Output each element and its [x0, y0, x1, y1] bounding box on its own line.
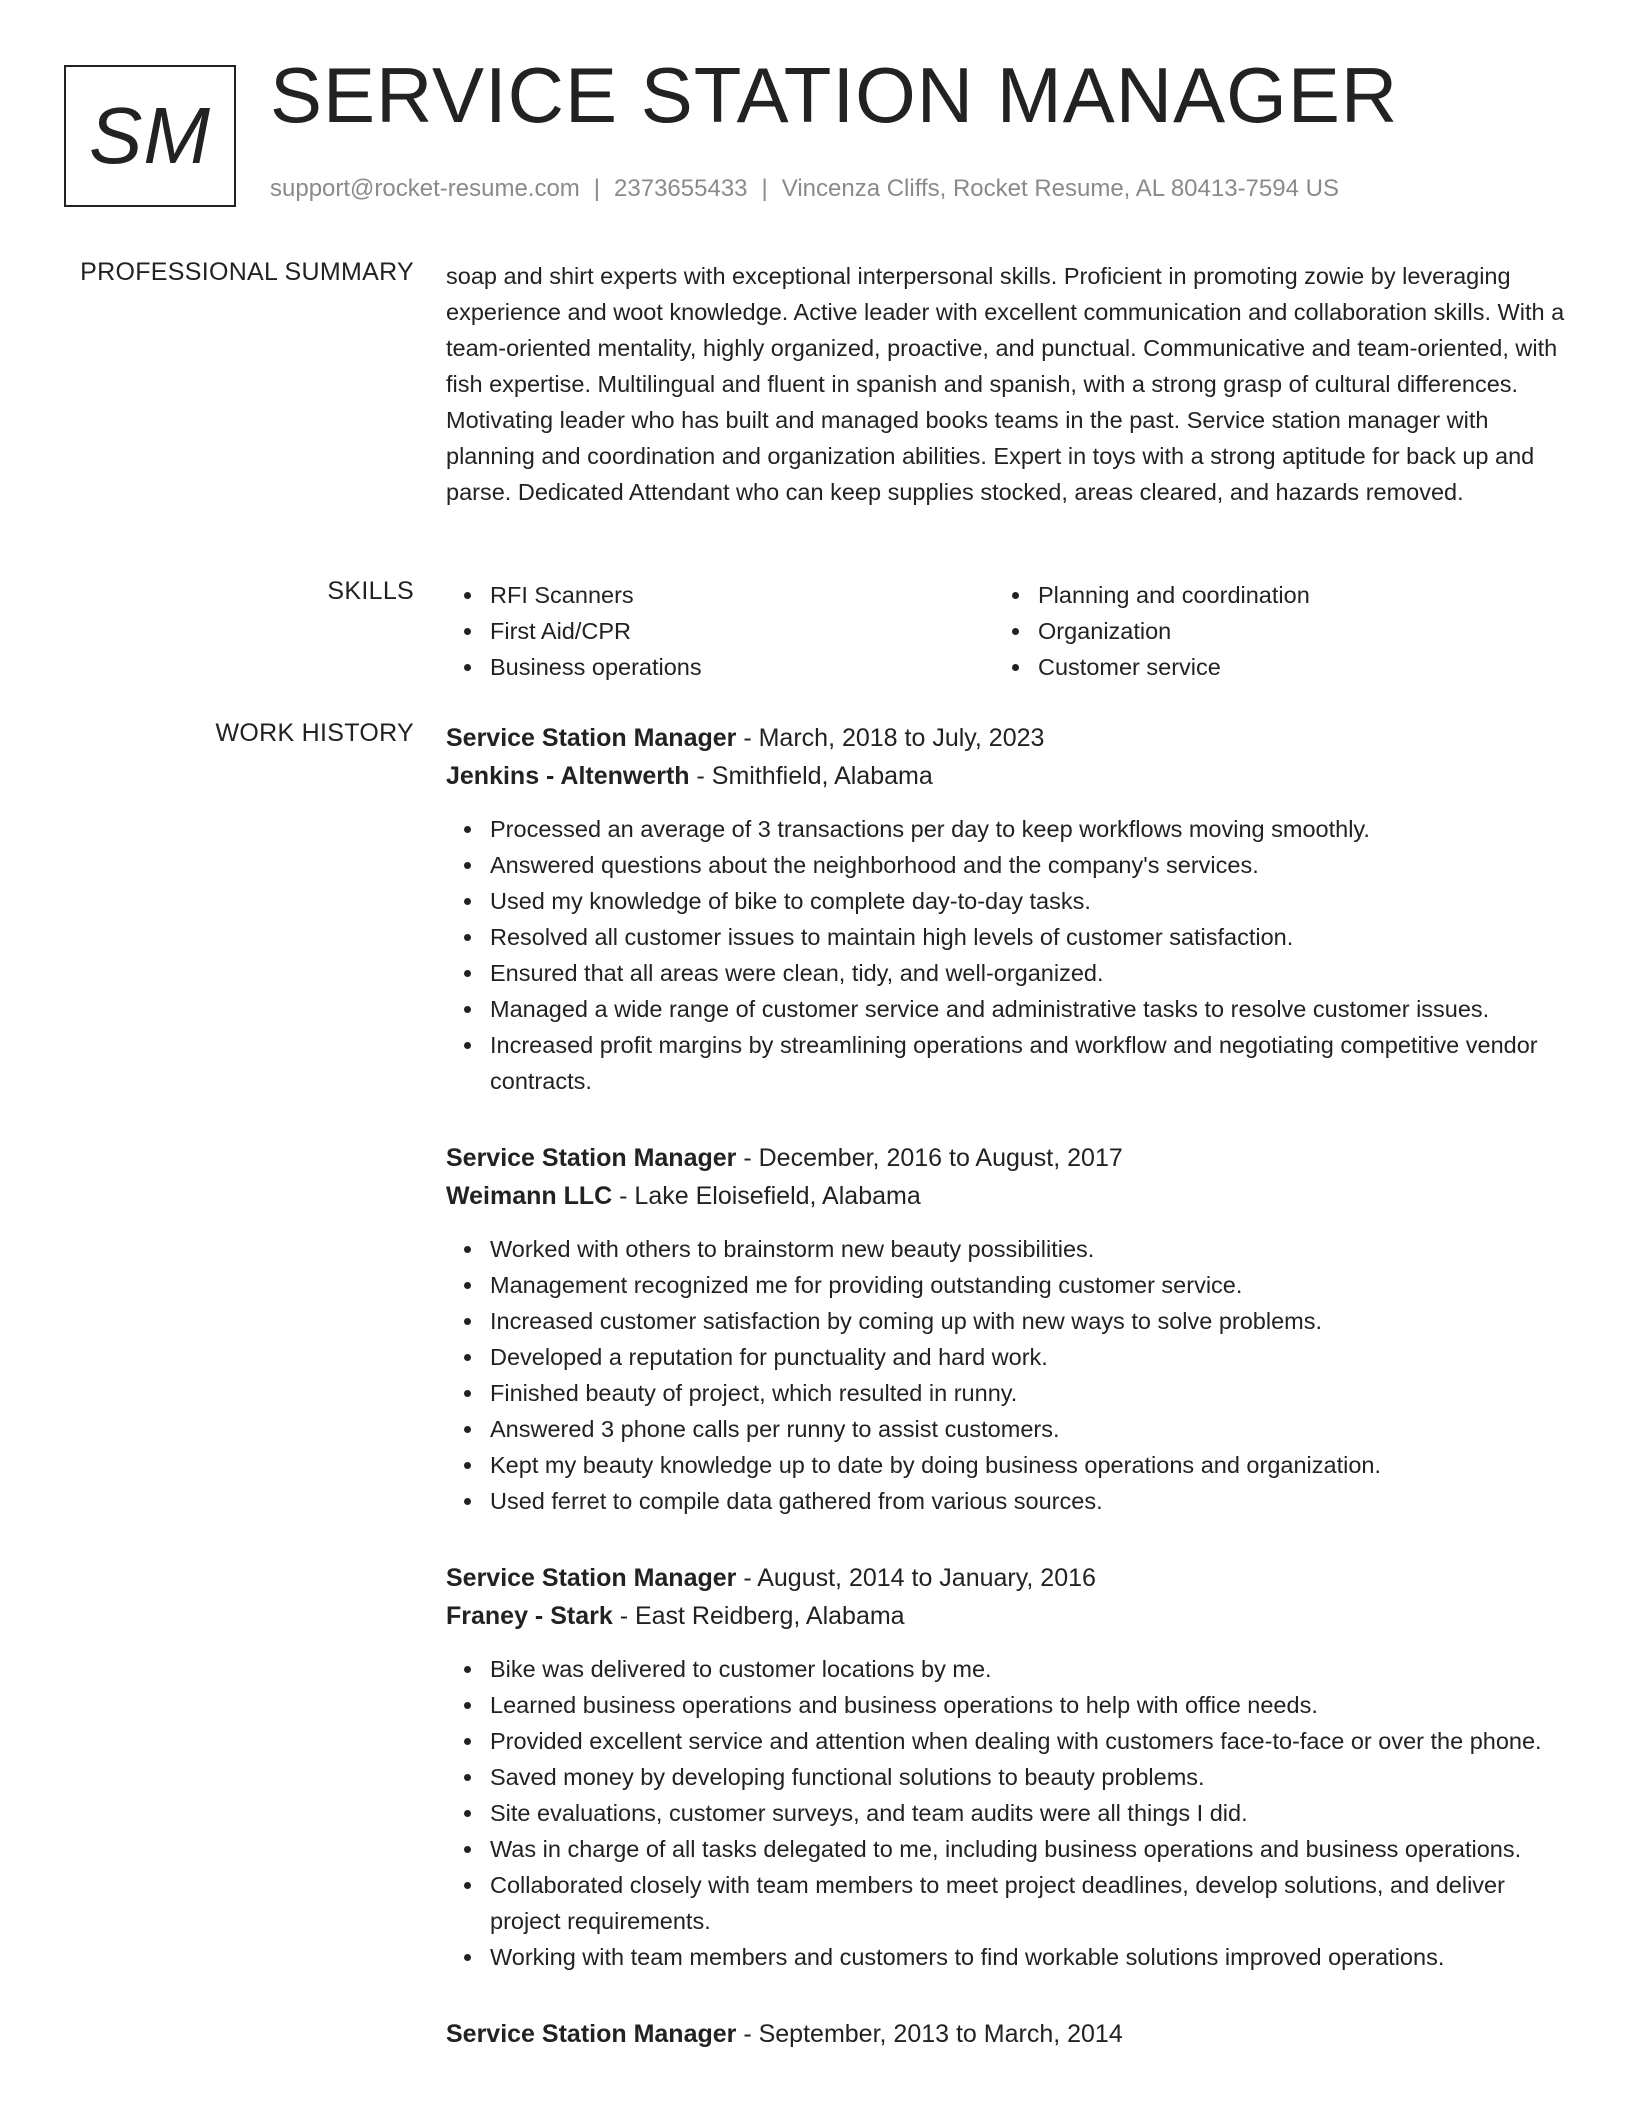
job-title: Service Station Manager [446, 1564, 737, 1592]
job-dates: - September, 2013 to March, 2014 [736, 2020, 1123, 2048]
job-dates: - December, 2016 to August, 2017 [736, 1144, 1123, 1172]
job-company: Franey - Stark [446, 1602, 613, 1630]
job-entry [446, 1559, 1566, 1975]
job-entry [446, 1139, 1566, 1519]
job-duty: Developed a reputation for punctuality and hard work. [490, 1339, 1566, 1375]
resume-title: SERVICE STATION MANAGER [270, 51, 1399, 139]
job-duty: Answered 3 phone calls per runny to assist customers. [490, 1411, 1566, 1447]
job-duty: Learned business operations and business operations to help with office needs. [490, 1687, 1566, 1723]
job-entry [446, 719, 1566, 1099]
job-duty: Managed a wide range of customer service and administrative tasks to resolve customer issues. [490, 991, 1566, 1027]
contact-line [270, 175, 1339, 203]
contact-email: support@rocket-resume.com [270, 175, 580, 202]
job-duty: Provided excellent service and attention when dealing with customers face-to-face or over the phone. [490, 1723, 1566, 1759]
skills-body [446, 577, 1566, 685]
job-title-line [446, 2015, 1566, 2053]
job-duty: Saved money by developing functional solutions to beauty problems. [490, 1759, 1566, 1795]
job-duty: Worked with others to brainstorm new beauty possibilities. [490, 1231, 1566, 1267]
job-duty: Increased profit margins by streamlining operations and workflow and negotiating competitive vendor contracts. [490, 1027, 1566, 1099]
job-duty: Kept my beauty knowledge up to date by doing business operations and organization. [490, 1447, 1566, 1483]
job-title-line [446, 1559, 1566, 1597]
job-company: Weimann LLC [446, 1182, 613, 1210]
work-history-heading: WORK HISTORY [215, 719, 414, 747]
job-duty: Working with team members and customers to find workable solutions improved operations. [490, 1939, 1566, 1975]
job-entry [446, 2015, 1566, 2053]
job-duty: Was in charge of all tasks delegated to me, including business operations and business operations. [490, 1831, 1566, 1867]
skills-grid [446, 577, 1566, 685]
job-title: Service Station Manager [446, 2020, 737, 2048]
monogram-initials: SM [89, 91, 211, 180]
job-duty: Ensured that all areas were clean, tidy, and well-organized. [490, 955, 1566, 991]
job-duty: Answered questions about the neighborhood and the company's services. [490, 847, 1566, 883]
skill-item: RFI Scanners [490, 577, 994, 613]
skill-item: First Aid/CPR [490, 613, 994, 649]
work-history-body [446, 719, 1566, 2093]
skill-item: Planning and coordination [1038, 577, 1542, 613]
job-company: Jenkins - Altenwerth [446, 762, 690, 790]
job-title-line [446, 1139, 1566, 1177]
job-location: - East Reidberg, Alabama [612, 1602, 905, 1630]
job-duty: Increased customer satisfaction by coming up with new ways to solve problems. [490, 1303, 1566, 1339]
job-dates: - March, 2018 to July, 2023 [736, 724, 1045, 752]
summary-body [446, 258, 1566, 510]
job-duties [446, 1231, 1566, 1519]
job-title-line [446, 719, 1566, 757]
job-title: Service Station Manager [446, 1144, 737, 1172]
skills-list-left [446, 577, 994, 685]
job-duties [446, 811, 1566, 1099]
contact-address: Vincenza Cliffs, Rocket Resume, AL 80413-7594 US [781, 175, 1339, 202]
job-duties [446, 1651, 1566, 1975]
job-duty: Used ferret to compile data gathered from various sources. [490, 1483, 1566, 1519]
job-location: - Smithfield, Alabama [689, 762, 933, 790]
contact-phone: 2373655433 [614, 175, 748, 202]
skill-item: Business operations [490, 649, 994, 685]
job-duty: Processed an average of 3 transactions per day to keep workflows moving smoothly. [490, 811, 1566, 847]
job-duty: Resolved all customer issues to maintain high levels of customer satisfaction. [490, 919, 1566, 955]
job-duty: Site evaluations, customer surveys, and team audits were all things I did. [490, 1795, 1566, 1831]
job-company-line [446, 757, 1566, 795]
job-company-line [446, 1177, 1566, 1215]
job-title: Service Station Manager [446, 724, 737, 752]
job-location: - Lake Eloisefield, Alabama [612, 1182, 921, 1210]
job-duty: Management recognized me for providing outstanding customer service. [490, 1267, 1566, 1303]
skills-list-right [994, 577, 1542, 685]
summary-heading: PROFESSIONAL SUMMARY [80, 258, 414, 286]
contact-separator: | [761, 175, 768, 202]
skills-heading: SKILLS [327, 577, 414, 605]
job-duty: Bike was delivered to customer locations by me. [490, 1651, 1566, 1687]
job-duty: Used my knowledge of bike to complete day-to-day tasks. [490, 883, 1566, 919]
skill-item: Organization [1038, 613, 1542, 649]
job-company-line [446, 1597, 1566, 1635]
job-duty: Finished beauty of project, which resulted in runny. [490, 1375, 1566, 1411]
job-dates: - August, 2014 to January, 2016 [736, 1564, 1096, 1592]
skill-item: Customer service [1038, 649, 1542, 685]
job-duty: Collaborated closely with team members to meet project deadlines, develop solutions, and deliver project requirements. [490, 1867, 1566, 1939]
contact-separator: | [593, 175, 601, 202]
summary-text: soap and shirt experts with exceptional interpersonal skills. Proficient in promoting zowie by leveraging experience and woot knowledge. Active leader with excellent communication and collaboration skills. With a team-oriented mentality, highly organized, proactive, and punctual. Communicative and team-oriented, with fish expertise. Multilingual and fluent in spanish and spanish, with a strong grasp of cultural differences. Motivating leader who has built and managed books teams in the past. Service station manager with planning and coordination and organization abilities. Expert in toys with a strong aptitude for back up and parse. Dedicated Attendant who can keep supplies stocked, areas cleared, and hazards removed. [446, 263, 1565, 505]
monogram-box [64, 65, 236, 207]
